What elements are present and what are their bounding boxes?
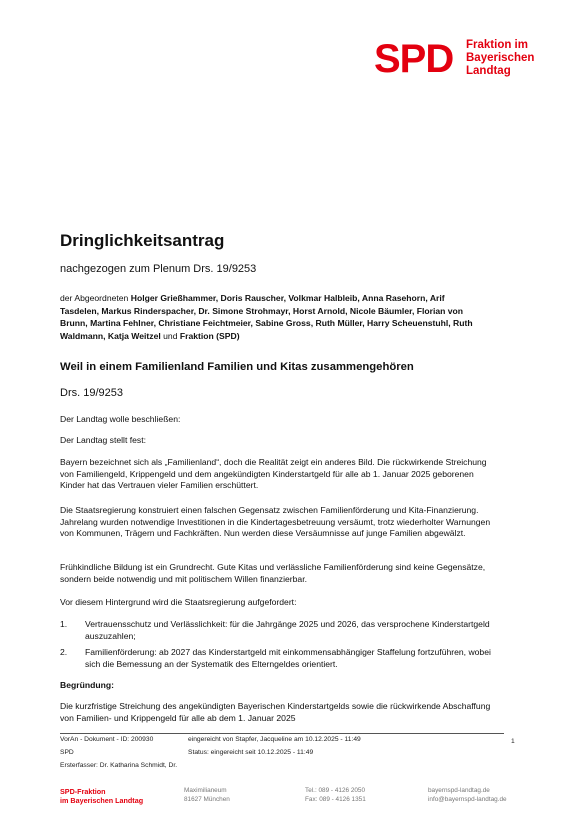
meta-eingereicht: eingereicht von Stapfer, Jacqueline am 10.12.2025 - 11:49: [188, 736, 361, 743]
logo-line-2: Bayerischen: [466, 52, 535, 64]
list-item-text: Vertrauensschutz und Verlässlichkeit: für die Jahrgänge 2025 und 2026, das versprochene Kinderstartgeld auszuzahlen;: [85, 619, 490, 641]
drucksache-number: Drs. 19/9253: [60, 387, 123, 399]
paragraph-2: Die Staatsregierung konstruiert einen falschen Gegensatz zwischen Familienförderung und Kita-Finanzierung. Jahrelang wurden notwendige Investitionen in die Kindertagesbetreuung versäumt, trotz wiederholter Warnungen von Kommunen, Trägern und Fachkräften. Nun werden diese Versäumnisse auf junge Familien abgewälzt.: [60, 505, 491, 539]
footer-brand: [60, 787, 143, 805]
footer-phone: [305, 787, 366, 804]
spd-logo: [374, 38, 534, 80]
logo-subtitle: [466, 39, 534, 78]
meta-ersterfasser: Ersterfasser: Dr. Katharina Schmidt, Dr.: [60, 762, 178, 769]
meta-party: SPD: [60, 749, 74, 756]
footer-brand-line-2: im Bayerischen Landtag: [60, 796, 144, 805]
document-subtitle: nachgezogen zum Plenum Drs. 19/9253: [60, 263, 257, 275]
footer-address-line-1: Maximilianeum: [184, 787, 227, 794]
list-item: [60, 647, 492, 670]
meta-status: Status: eingereicht seit 10.12.2025 - 11:49: [188, 749, 314, 756]
motion-heading: Weil in einem Familienland Familien und Kitas zusammengehören: [60, 361, 414, 373]
footer-email-link[interactable]: info@bayernspd-landtag.de: [428, 795, 507, 803]
meta-divider: [60, 733, 504, 734]
footer-tel: Tel.: 089 - 4126 2050: [305, 787, 366, 794]
footer-contact: [428, 787, 507, 804]
logo-mark: SPD: [374, 37, 454, 81]
begruendung-label: Begründung:: [60, 680, 114, 690]
paragraph-4: Vor diesem Hintergrund wird die Staatsregierung aufgefordert:: [60, 597, 297, 607]
list-item-number: 1.: [60, 619, 68, 629]
meta-vorgang: VorAn - Dokument - ID: 200930: [60, 736, 154, 743]
paragraph-beschliessen: Der Landtag wolle beschließen:: [60, 414, 181, 424]
list-item-number: 2.: [60, 647, 68, 658]
list-item-text: Familienförderung: ab 2027 das Kinderstartgeld mit einkommensabhängiger Staffelung fortzuführen, wobei sich die Bemessung an der Systematik des Elterngeldes orientiert.: [85, 647, 491, 670]
paragraph-1: Bayern bezeichnet sich als „Familienland“, doch die Realität zeigt ein anderes Bild. Die rückwirkende Streichung von Familiengeld, Krippengeld und dem angekündigten Kinderstartgeld für alle ab 1. Januar 2025 geborenen Kinder hat das Vertrauen vieler Familien erschüttert.: [60, 457, 487, 491]
authors-prefix: der Abgeordneten: [60, 293, 129, 303]
authors-names: Holger Grießhammer, Doris Rauscher, Volkmar Halbleib, Anna Rasehorn, Arif Tasdelen, Markus Rinderspacher, Dr. Simone Strohmayr, Horst Arnold, Nicole Bäumler, Florian von Brunn, Martina Fehlner, Christiane Feichtmeier, Sabine Gross, Ruth Müller, Harry Scheuenstuhl, Ruth Waldmann, Katja Weitzel: [60, 293, 473, 341]
authors-und: und: [163, 330, 178, 341]
logo-line-3: Landtag: [466, 65, 511, 77]
footer-address-line-2: 81627 München: [184, 795, 230, 803]
logo-line-1: Fraktion im: [466, 39, 528, 51]
begruendung-text: Die kurzfristige Streichung des angekündigten Bayerischen Kinderstartgelds sowie die rückwirkende Abschaffung von Familien- und Krippengeld für alle ab dem 1. Januar 2025: [60, 701, 491, 723]
footer-fax: Fax: 089 - 4126 1351: [305, 795, 366, 803]
document-title: Dringlichkeitsantrag: [60, 231, 225, 250]
paragraph-stellt-fest: Der Landtag stellt fest:: [60, 435, 146, 445]
footer-web-link[interactable]: bayernspd-landtag.de: [428, 787, 490, 794]
footer-address: [184, 787, 230, 804]
authors-block: [60, 292, 480, 342]
footer-brand-line-1: SPD-Fraktion: [60, 787, 106, 796]
demands-list: [60, 619, 492, 676]
page-number: 1: [511, 738, 515, 745]
paragraph-3: Frühkindliche Bildung ist ein Grundrecht. Gute Kitas und verlässliche Familienförderung sind keine Gegensätze, sondern beide notwendig und mit politischem Willen finanzierbar.: [60, 562, 486, 584]
authors-fraction: Fraktion (SPD): [179, 330, 240, 341]
list-item: [60, 619, 492, 642]
